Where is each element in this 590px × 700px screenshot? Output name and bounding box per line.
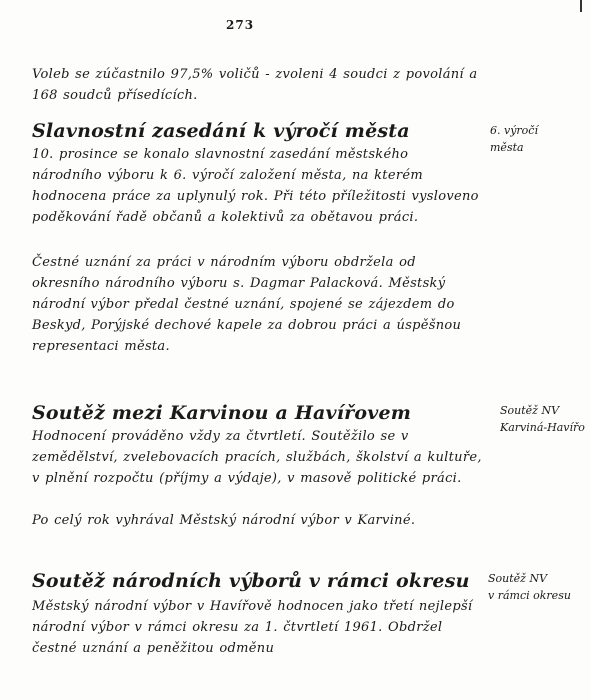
paragraph-text: 10. prosince se konalo slavnostní zasedání městského národního výboru k 6. výročí založení města, na kterém hodnocena práce za uplynulý rok. Při této příležitosti vysloveno poděkování řadě občanů a kolektivů za obětavou práci. <box>32 147 479 225</box>
section-heading-anniversary <box>32 118 482 144</box>
intro-paragraph <box>32 64 482 106</box>
paragraph-text: Čestné uznání za práci v národním výboru obdržela od okresního národního výboru s. Dagmar Palacková. Městský národní výbor předal čestné uznání, spojené se zájezdem do Beskyd, Porýjské dechové kapele za dobrou práci a úspěšnou representaci města. <box>32 255 462 354</box>
section-heading-text: Soutěž mezi Karvinou a Havířovem <box>32 402 412 424</box>
section-paragraph <box>32 252 482 357</box>
section-paragraph <box>32 144 482 228</box>
section-heading-text: Soutěž národních výborů v rámci okresu <box>32 570 470 592</box>
section-heading-text: Slavnostní zasedání k výročí města <box>32 120 410 142</box>
section-paragraph <box>32 426 482 489</box>
paragraph-text: Po celý rok vyhrával Městský národní výbor v Karviné. <box>32 513 416 528</box>
paragraph-text: Městský národní výbor v Havířově hodnocen jako třetí nejlepší národní výbor v rámci okresu za 1. čtvrtletí 1961. Obdržel čestné uznání a peněžitou odměnu <box>32 599 473 656</box>
section-paragraph <box>32 596 482 659</box>
section-heading-district <box>32 568 482 594</box>
margin-note-district: Soutěž NV v rámci okresu <box>488 572 571 602</box>
margin-note-competition: Soutěž NV Karviná-Havířo <box>500 404 585 434</box>
section-paragraph <box>32 510 482 531</box>
section-heading-karvina-havirov <box>32 400 482 426</box>
margin-note-anniversary: 6. výročí města <box>490 124 538 154</box>
page-edge-mark <box>580 0 582 12</box>
intro-text: Voleb se zúčastnilo 97,5% voličů - zvoleni 4 soudci z povolání a 168 soudců přísedících. <box>32 67 478 103</box>
page-number: 273 <box>226 18 255 32</box>
paragraph-text: Hodnocení prováděno vždy za čtvrtletí. Soutěžilo se v zemědělství, zvelebovacích pracích, službách, školství a kultuře, v plnění rozpočtu (příjmy a výdaje), v masově politické práci. <box>32 429 482 486</box>
